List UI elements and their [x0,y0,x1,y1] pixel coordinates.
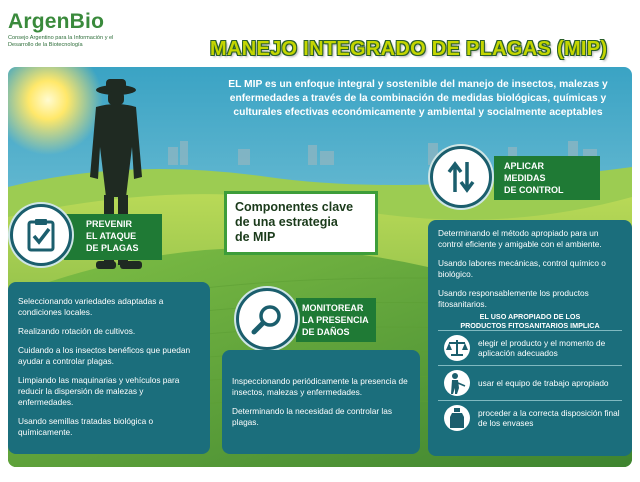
prevenir-panel [8,282,210,454]
monitorear-item: Inspeccionando periódicamente la presencia de insectos, malezas y enfermedades. [232,376,408,397]
prevenir-item: Usando semillas tratadas biológica o químicamente. [18,416,154,437]
monitorear-label [296,298,376,342]
prevenir-label-line-2: EL ATAQUE [86,231,137,241]
logo-subtitle: Consejo Argentino para la Información y el Desarrollo de la Biotecnología [8,35,114,48]
scale-icon [444,335,470,361]
prevenir-item: Seleccionando variedades adaptadas a condiciones locales. [18,296,164,317]
clipboard-check-icon [26,218,56,252]
prevenir-badge [10,204,72,266]
uso-item [438,330,622,365]
components-line-3: de MIP [235,230,276,244]
uso-item [438,365,622,400]
up-down-arrows-icon [446,160,476,194]
uso-heading-line-1: EL USO APROPIADO DE LOS [479,312,581,321]
uso-item-text: proceder a la correcta disposición final de los envases [478,407,620,428]
uso-item [438,400,622,435]
uso-apropiado-heading [438,312,622,330]
components-box [224,191,378,255]
prevenir-label [64,214,162,260]
prevenir-label-line-3: DE PLAGAS [86,243,139,253]
aplicar-panel [428,220,632,456]
aplicar-label-line-3: DE CONTROL [504,185,564,195]
uso-heading-line-2: PRODUCTOS FITOSANITARIOS IMPLICA [460,321,600,330]
monitorear-badge [236,288,298,350]
monitorear-panel [222,350,420,454]
magnifier-icon [251,303,283,335]
aplicar-label [494,156,600,200]
uso-item-text: usar el equipo de trabajo apropiado [478,377,609,388]
aplicar-item: Determinando el método apropiado para un control eficiente y amigable con el ambiente. [438,228,602,249]
monitorear-item: Determinando la necesidad de controlar las plagas. [232,406,393,427]
container-bottle-icon [444,405,470,431]
sprayer-person-icon [444,370,470,396]
monitorear-label-line-2: LA PRESENCIA [302,315,369,325]
argenbio-logo [8,10,118,48]
aplicar-label-line-2: MEDIDAS [504,173,546,183]
aplicar-badge [430,146,492,208]
monitorear-label-line-3: DE DAÑOS [302,327,350,337]
components-line-1: Componentes clave [235,200,354,214]
aplicar-item: Usando responsablemente los productos fitosanitarios. [438,288,589,309]
components-line-2: de una estrategia [235,215,338,229]
aplicar-item: Usando labores mecánicas, control químico o biológico. [438,258,606,279]
monitorear-label-line-1: MONITOREAR [302,303,364,313]
intro-text: EL MIP es un enfoque integral y sostenible del manejo de insectos, malezas y enfermedades a través de la combinación de medidas biológicas, químicas y culturales efectivas económicamente y ambiental y socialmente aceptables [228,79,608,118]
prevenir-item: Cuidando a los insectos benéficos que puedan ayudar a controlar plagas. [18,345,191,366]
page-title: MANEJO INTEGRADO DE PLAGAS (MIP) [210,38,608,60]
prevenir-item: Limpiando las maquinarias y vehículos para reducir la dispersión de malezas y enfermedades. [18,375,180,407]
uso-item-text: elegir el producto y el momento de aplicación adecuados [478,337,606,358]
aplicar-label-line-1: APLICAR [504,161,544,171]
logo-name: ArgenBio [8,10,105,33]
prevenir-label-line-1: PREVENIR [86,219,133,229]
prevenir-item: Realizando rotación de cultivos. [18,326,136,336]
